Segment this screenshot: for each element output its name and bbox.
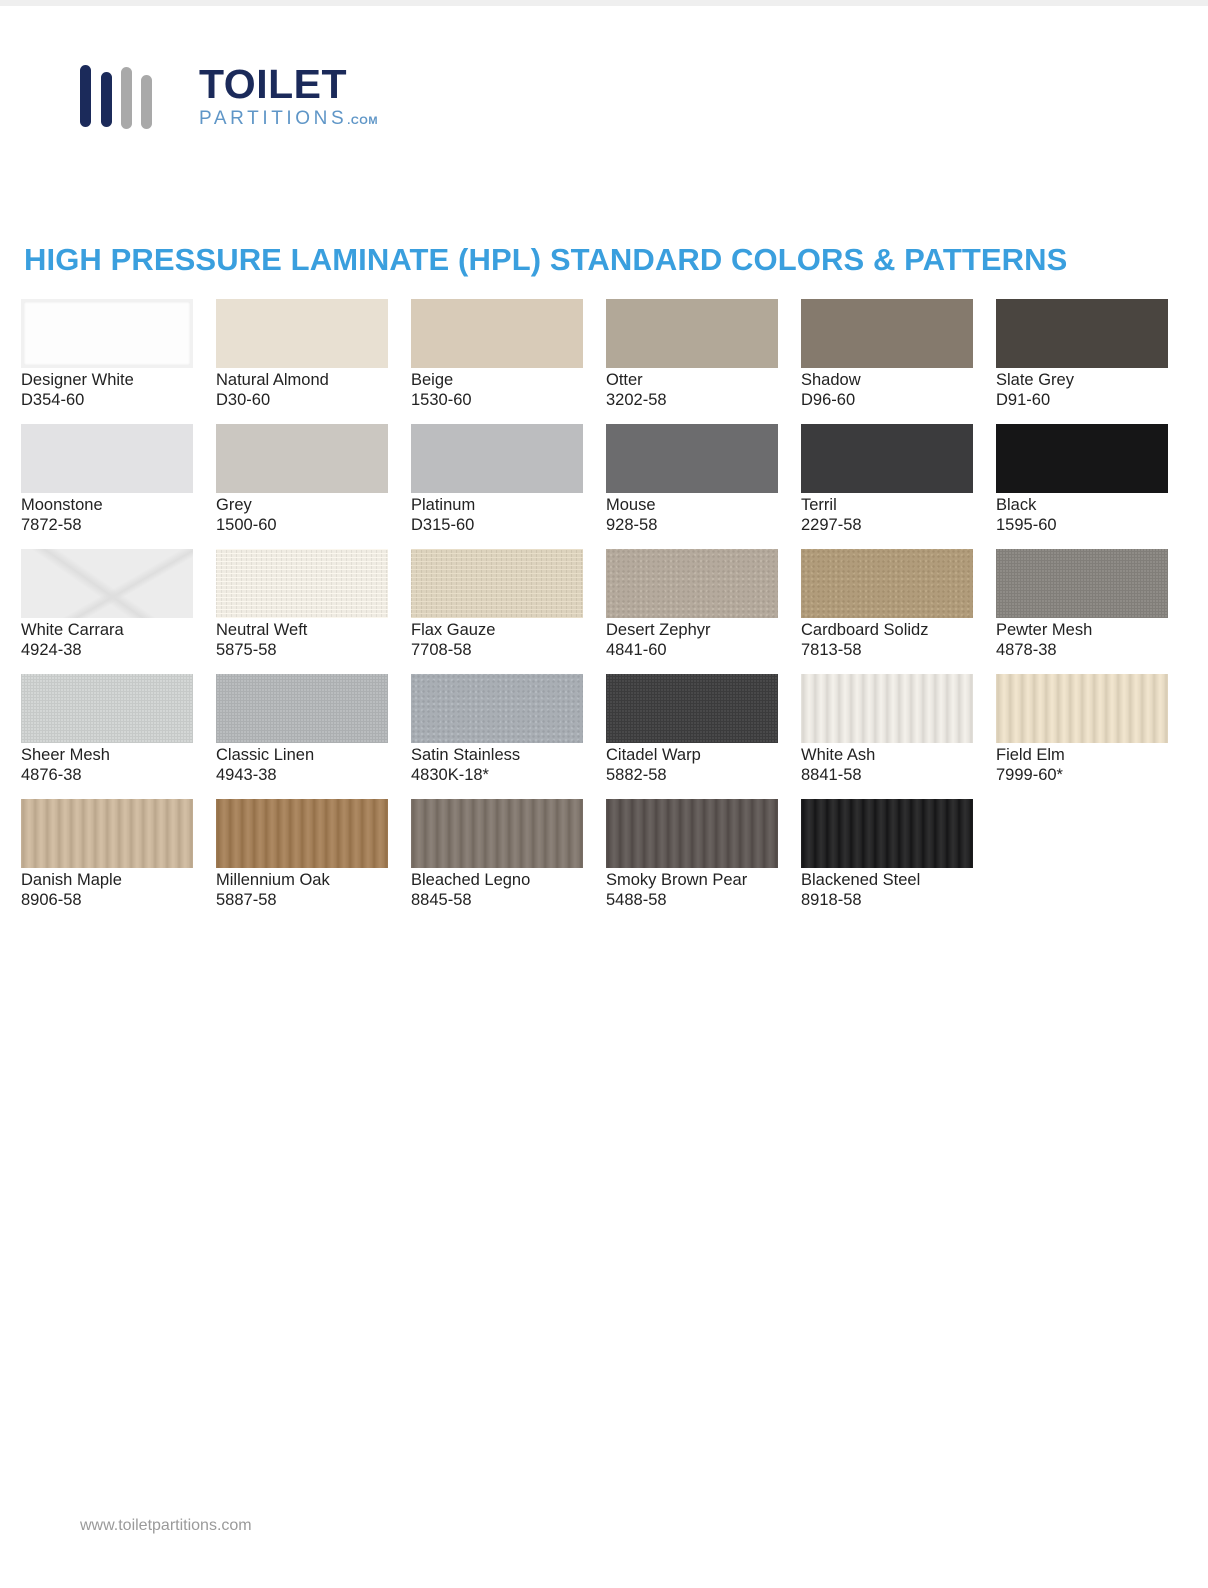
swatch-card [801, 549, 974, 664]
swatch-name: Shadow [801, 371, 861, 389]
swatch-name: Bleached Legno [411, 871, 531, 889]
swatch-card [411, 674, 584, 789]
swatch-name: Natural Almond [216, 371, 329, 389]
swatch-sample [606, 299, 778, 368]
swatch-name: Grey [216, 496, 252, 514]
swatch-code: 2297-58 [801, 516, 862, 534]
swatch-card [216, 424, 389, 539]
swatch-sample [996, 549, 1168, 618]
swatch-sample [996, 299, 1168, 368]
swatch-code: 5875-58 [216, 641, 277, 659]
brand-logo[interactable] [80, 62, 410, 134]
swatch-name: Blackened Steel [801, 871, 921, 889]
swatch-sample [801, 549, 973, 618]
swatch-code: 4830K-18* [411, 766, 489, 784]
swatch-sample [21, 799, 193, 868]
swatch-card [21, 424, 194, 539]
swatch-name: Smoky Brown Pear [606, 871, 748, 889]
swatch-code: D30-60 [216, 391, 271, 409]
swatch-name: Neutral Weft [216, 621, 308, 639]
swatch-sample [216, 549, 388, 618]
logo-bar-3 [121, 67, 132, 129]
swatch-code: 8918-58 [801, 891, 862, 909]
footer-url[interactable]: www.toiletpartitions.com [80, 1517, 252, 1534]
swatch-card [411, 549, 584, 664]
swatch-code: D315-60 [411, 516, 475, 534]
swatch-name: White Ash [801, 746, 876, 764]
swatch-code: 4924-38 [21, 641, 82, 659]
swatch-name: Field Elm [996, 746, 1065, 764]
swatch-code: 7708-58 [411, 641, 472, 659]
swatch-code: 5488-58 [606, 891, 667, 909]
swatch-code: 4841-60 [606, 641, 667, 659]
swatch-name: Pewter Mesh [996, 621, 1093, 639]
swatch-card [606, 424, 779, 539]
swatch-card [411, 424, 584, 539]
swatch-sample [801, 799, 973, 868]
swatch-name: Satin Stainless [411, 746, 521, 764]
swatch-sample [801, 674, 973, 743]
swatch-sample [606, 424, 778, 493]
swatch-code: D354-60 [21, 391, 85, 409]
swatch-card [216, 799, 389, 914]
swatch-name: Mouse [606, 496, 656, 514]
swatch-name: Citadel Warp [606, 746, 701, 764]
swatch-code: 5887-58 [216, 891, 277, 909]
swatch-card [21, 299, 194, 414]
swatch-card [996, 674, 1169, 789]
swatch-name: Danish Maple [21, 871, 122, 889]
swatch-card [801, 674, 974, 789]
swatch-card [21, 799, 194, 914]
swatch-card [21, 549, 194, 664]
logo-bar-1 [80, 65, 91, 127]
swatch-card [801, 799, 974, 914]
brand-word-suffix: .COM [347, 115, 378, 127]
swatch-name: Otter [606, 371, 643, 389]
swatch-card [606, 299, 779, 414]
swatch-code: 4876-38 [21, 766, 82, 784]
swatch-card [801, 299, 974, 414]
swatch-code: 4943-38 [216, 766, 277, 784]
swatch-grid [21, 299, 1181, 939]
swatch-card [606, 674, 779, 789]
logo-bar-4 [141, 75, 152, 129]
swatch-name: Desert Zephyr [606, 621, 711, 639]
swatch-code: 8845-58 [411, 891, 472, 909]
swatch-name: Beige [411, 371, 454, 389]
swatch-card [801, 424, 974, 539]
swatch-name: Classic Linen [216, 746, 315, 764]
swatch-card [606, 799, 779, 914]
swatch-sample [996, 424, 1168, 493]
swatch-sample [21, 549, 193, 618]
swatch-sample [411, 299, 583, 368]
swatch-sample [411, 424, 583, 493]
swatch-name: Sheer Mesh [21, 746, 110, 764]
brand-word-primary: TOILET [199, 61, 348, 107]
swatch-sample [216, 674, 388, 743]
swatch-sample [801, 424, 973, 493]
swatch-code: 928-58 [606, 516, 658, 534]
swatch-card [606, 549, 779, 664]
swatch-sample [411, 799, 583, 868]
swatch-code: 4878-38 [996, 641, 1057, 659]
swatch-code: 5882-58 [606, 766, 667, 784]
swatch-code: 8906-58 [21, 891, 82, 909]
swatch-name: Moonstone [21, 496, 103, 514]
swatch-code: D96-60 [801, 391, 856, 409]
swatch-sample [216, 424, 388, 493]
swatch-card [216, 299, 389, 414]
swatch-card [996, 424, 1169, 539]
logo-bar-2 [101, 72, 112, 127]
swatch-code: 1595-60 [996, 516, 1057, 534]
swatch-name: Black [996, 496, 1037, 514]
swatch-code: 3202-58 [606, 391, 667, 409]
swatch-sample [606, 799, 778, 868]
swatch-card [996, 299, 1169, 414]
swatch-card [411, 799, 584, 914]
page-heading: HIGH PRESSURE LAMINATE (HPL) STANDARD COLORS & PATTERNS [24, 242, 1068, 277]
swatch-card [411, 299, 584, 414]
swatch-sample [411, 549, 583, 618]
swatch-name: Platinum [411, 496, 476, 514]
swatch-sample [606, 674, 778, 743]
swatch-sample [801, 299, 973, 368]
swatch-sample [411, 674, 583, 743]
top-border [0, 0, 1208, 6]
brand-word-secondary [199, 108, 378, 132]
swatch-code: D91-60 [996, 391, 1051, 409]
swatch-code: 7813-58 [801, 641, 862, 659]
swatch-code: 1530-60 [411, 391, 472, 409]
swatch-code: 8841-58 [801, 766, 862, 784]
swatch-card [21, 674, 194, 789]
swatch-name: White Carrara [21, 621, 124, 639]
swatch-sample [216, 299, 388, 368]
swatch-sample [996, 674, 1168, 743]
swatch-name: Slate Grey [996, 371, 1074, 389]
swatch-card [216, 674, 389, 789]
swatch-sample [216, 799, 388, 868]
swatch-sample [21, 424, 193, 493]
swatch-name: Designer White [21, 371, 134, 389]
swatch-code: 7872-58 [21, 516, 82, 534]
swatch-name: Cardboard Solidz [801, 621, 929, 639]
swatch-sample [21, 674, 193, 743]
swatch-code: 1500-60 [216, 516, 277, 534]
swatch-name: Millennium Oak [216, 871, 330, 889]
swatch-card [216, 549, 389, 664]
brand-word-secondary-text: PARTITIONS [199, 108, 348, 129]
swatch-code: 7999-60* [996, 766, 1063, 784]
swatch-name: Flax Gauze [411, 621, 496, 639]
swatch-sample [21, 299, 193, 368]
swatch-sample [606, 549, 778, 618]
swatch-name: Terril [801, 496, 837, 514]
swatch-card [996, 549, 1169, 664]
